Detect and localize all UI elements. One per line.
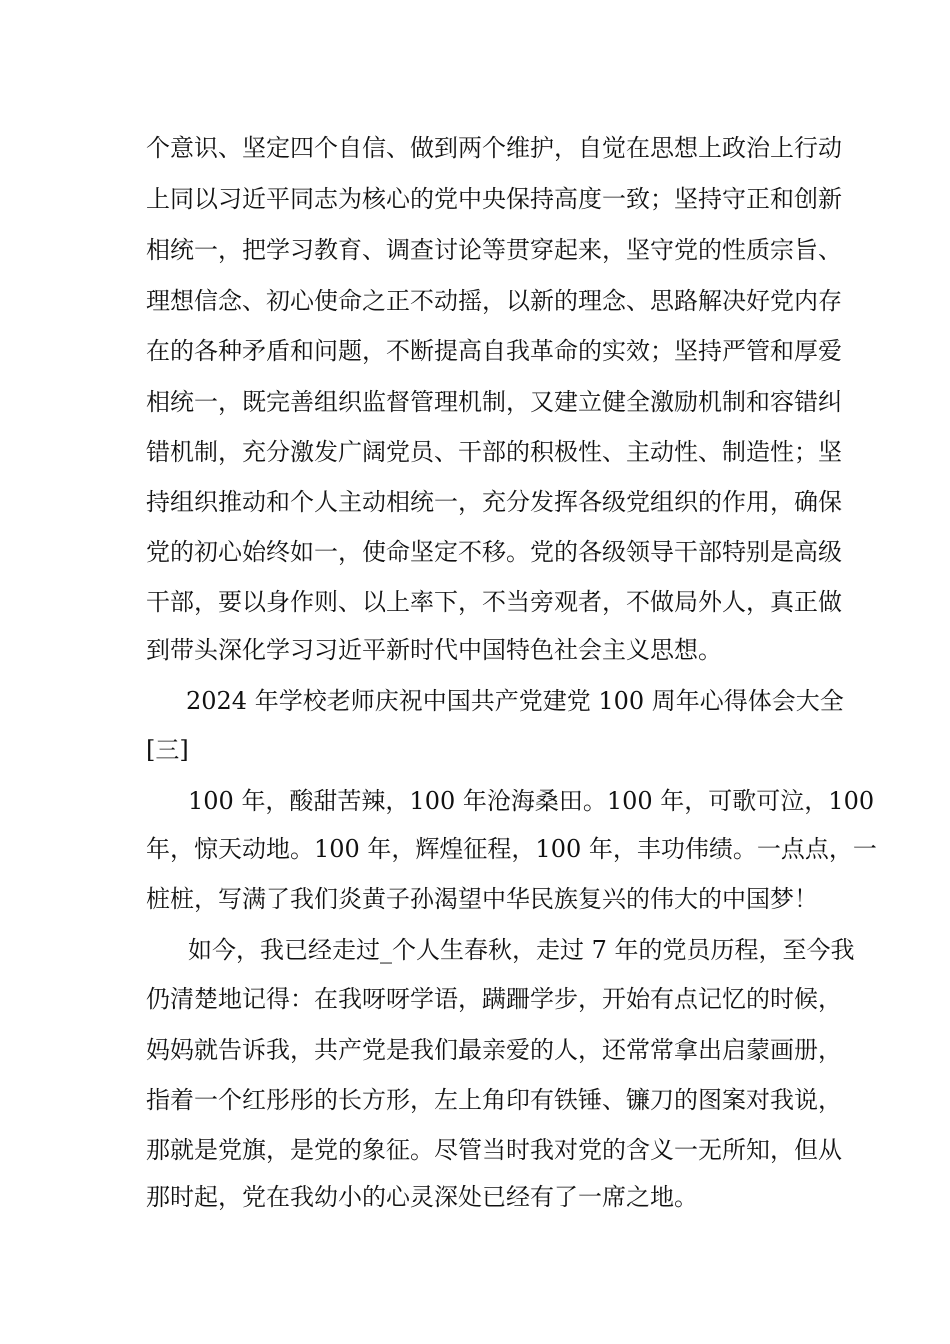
section-heading: 2024 年学校老师庆祝中国共产党建党 100 周年心得体会大全: [186, 687, 844, 715]
text-line: 桩桩，写满了我们炎黄子孙渴望中华民族复兴的伟大的中国梦！: [146, 885, 818, 913]
text-line: 错机制，充分激发广阔党员、干部的积极性、主动性、制造性；坚: [146, 438, 842, 466]
text-line: 仍清楚地记得：在我呀呀学语，蹒跚学步，开始有点记忆的时候，: [146, 985, 842, 1013]
text-line: 个意识、坚定四个自信、做到两个维护，自觉在思想上政治上行动: [146, 134, 842, 162]
text-line: 党的初心始终如一，使命坚定不移。党的各级领导干部特别是高级: [146, 538, 842, 566]
text-line: 持组织推动和个人主动相统一，充分发挥各级党组织的作用，确保: [146, 488, 842, 516]
text-line: 相统一，既完善组织监督管理机制，又建立健全激励机制和容错纠: [146, 388, 842, 416]
text-line: 上同以习近平同志为核心的党中央保持高度一致；坚持守正和创新: [146, 185, 842, 213]
text-line: 到带头深化学习习近平新时代中国特色社会主义思想。: [146, 636, 722, 664]
text-line: 指着一个红彤彤的长方形，左上角印有铁锤、镰刀的图案对我说，: [146, 1086, 842, 1114]
text-line: 年，惊天动地。100 年，辉煌征程，100 年，丰功伟绩。一点点，一: [146, 835, 877, 863]
text-line: 妈妈就告诉我，共产党是我们最亲爱的人，还常常拿出启蒙画册，: [146, 1036, 842, 1064]
text-line: 那就是党旗，是党的象征。尽管当时我对党的含义一无所知，但从: [146, 1136, 842, 1164]
text-line: 理想信念、初心使命之正不动摇，以新的理念、思路解决好党内存: [146, 287, 842, 315]
text-line: 干部，要以身作则、以上率下，不当旁观者，不做局外人，真正做: [146, 588, 842, 616]
text-line: 那时起，党在我幼小的心灵深处已经有了一席之地。: [146, 1183, 698, 1211]
section-heading-number: [三]: [146, 736, 189, 764]
text-line: 相统一，把学习教育、调查讨论等贯穿起来，坚守党的性质宗旨、: [146, 236, 842, 264]
text-line: 100 年，酸甜苦辣，100 年沧海桑田。100 年，可歌可泣，100: [188, 787, 875, 815]
text-line: 在的各种矛盾和问题，不断提高自我革命的实效；坚持严管和厚爱: [146, 337, 842, 365]
text-line: 如今，我已经走过_个人生春秋，走过 7 年的党员历程，至今我: [188, 936, 855, 964]
